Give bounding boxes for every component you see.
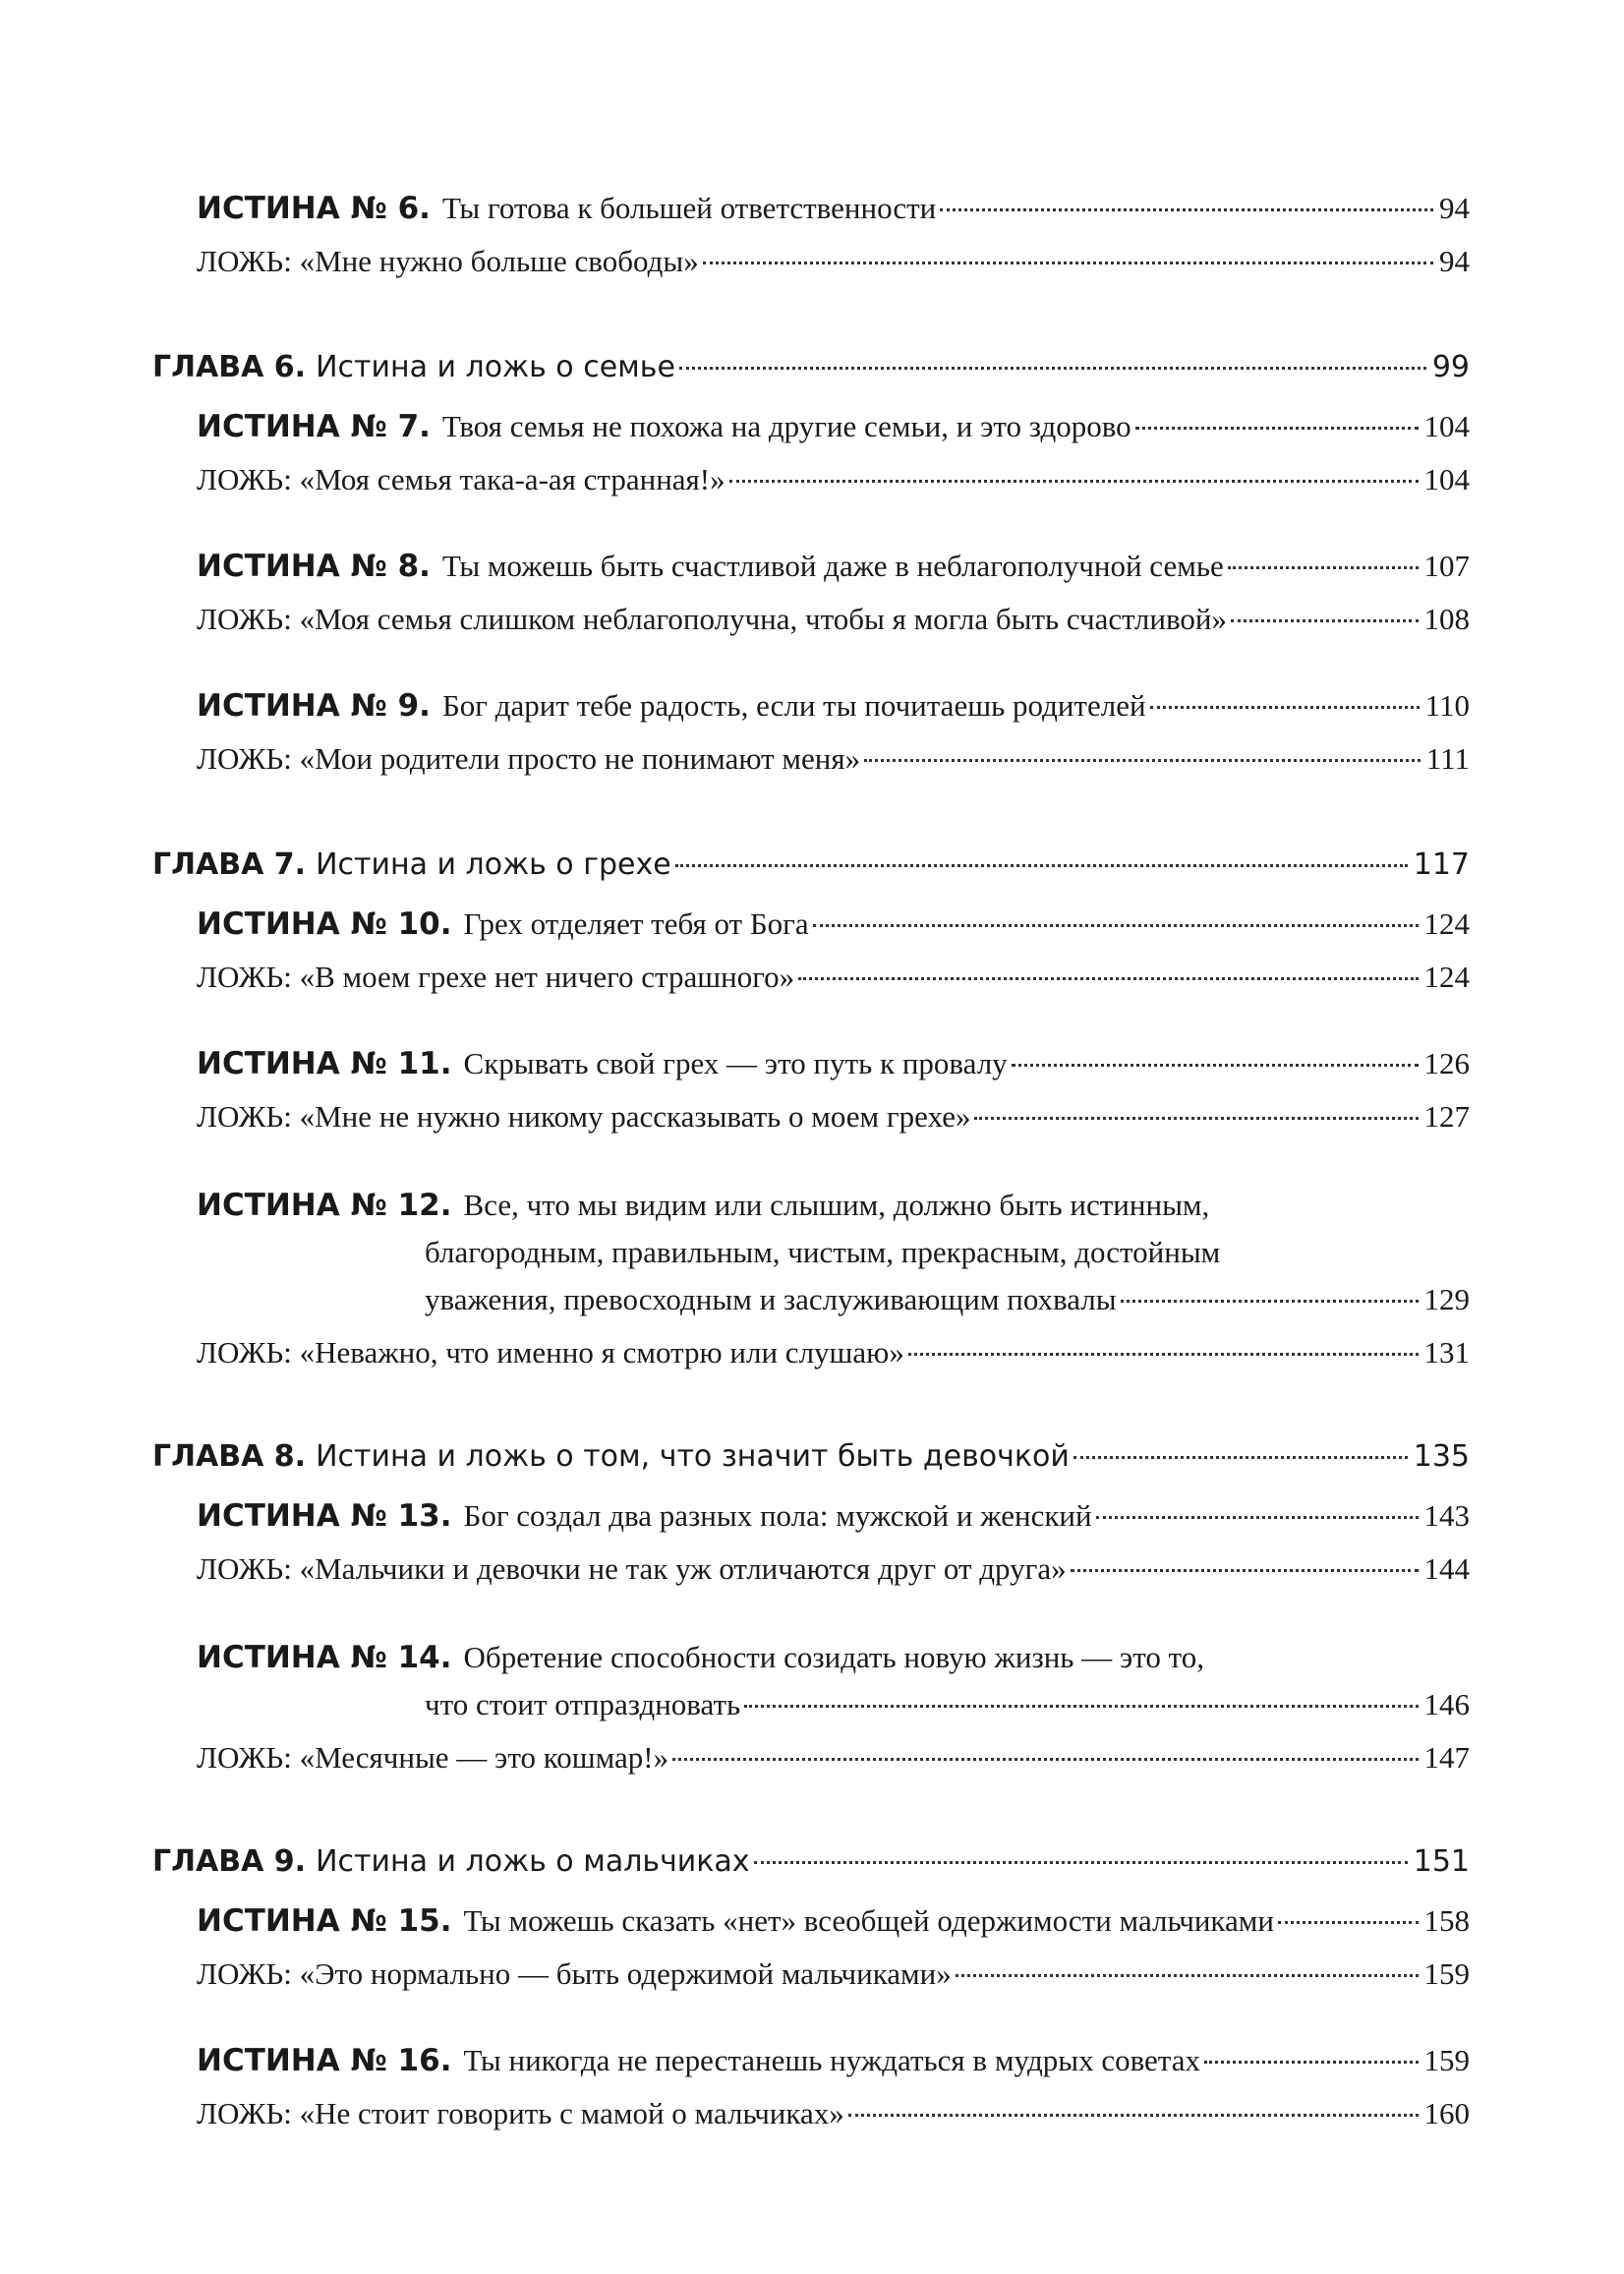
toc-truth-9 [197, 686, 1470, 726]
page-number: 104 [1423, 462, 1470, 496]
page-number: 127 [1423, 1099, 1470, 1134]
toc-lie-9 [197, 739, 1470, 779]
dot-leader [729, 480, 1419, 483]
dot-leader [798, 977, 1418, 980]
toc-lie-10 [197, 958, 1470, 997]
dot-leader [1278, 1921, 1419, 1924]
truth-label: ИСТИНА № 11. [197, 1046, 452, 1081]
entry-text: Скрывать свой грех — это путь к провалу [463, 1046, 1008, 1080]
toc-chapter-8 [152, 1437, 1470, 1477]
page-number: 151 [1413, 1844, 1470, 1879]
chapter-label: ГЛАВА 8. [152, 1439, 307, 1474]
entry-text: ЛОЖЬ: «Моя семья така-а-ая странная!» [197, 462, 725, 496]
entry-text: Обретение способности созидать новую жизнь — это то, [463, 1640, 1205, 1674]
entry-text: Все, что мы видим или слышим, должно быть истинным, [463, 1188, 1210, 1222]
page-number: 159 [1423, 1956, 1470, 1991]
page-number: 117 [1413, 847, 1470, 882]
toc-truth-16 [197, 2041, 1470, 2080]
toc-chapter-7 [152, 845, 1470, 885]
truth-label: ИСТИНА № 13. [197, 1498, 452, 1534]
page-number: 99 [1431, 350, 1470, 384]
toc-truth-7 [197, 407, 1470, 446]
entry-text: ЛОЖЬ: «Мальчики и девочки не так уж отличаются друг от друга» [197, 1551, 1067, 1586]
dot-leader [813, 924, 1419, 927]
truth-label: ИСТИНА № 6. [197, 191, 431, 226]
entry-text: ЛОЖЬ: «Мне нужно больше свободы» [197, 244, 699, 278]
dot-leader [1135, 427, 1419, 430]
entry-text: Истина и ложь о том, что значит быть девочкой [316, 1439, 1070, 1474]
page-number: 124 [1423, 906, 1470, 941]
toc-lie-13 [197, 1549, 1470, 1589]
entry-text: ЛОЖЬ: «Мои родители просто не понимают меня» [197, 741, 861, 776]
toc-truth-13 [197, 1496, 1470, 1536]
toc-lie-12 [197, 1333, 1470, 1372]
toc-truth-12-line-2 [425, 1233, 1470, 1272]
entry-text: Ты готова к большей ответственности [441, 191, 937, 225]
truth-label: ИСТИНА № 16. [197, 2043, 452, 2078]
page-number: 126 [1423, 1046, 1470, 1080]
truth-label: ИСТИНА № 8. [197, 549, 431, 584]
page-number: 129 [1423, 1282, 1470, 1316]
dot-leader [864, 759, 1421, 762]
toc-truth-14-line-2 [425, 1685, 1470, 1724]
chapter-label: ГЛАВА 6. [152, 350, 307, 384]
toc-truth-12-line-3 [425, 1280, 1470, 1319]
dot-leader [1071, 1569, 1419, 1572]
dot-leader [1231, 619, 1419, 622]
page-number: 110 [1424, 688, 1470, 723]
entry-text: Истина и ложь о грехе [316, 847, 671, 882]
page-number: 147 [1423, 1740, 1470, 1775]
toc-truth-12 [197, 1186, 1470, 1225]
entry-text: ЛОЖЬ: «Моя семья слишком неблагополучна, чтобы я могла быть счастливой» [197, 602, 1227, 636]
toc-truth-14 [197, 1638, 1470, 1677]
page-number: 131 [1423, 1335, 1470, 1370]
entry-text: благородным, правильным, чистым, прекрасным, достойным [425, 1235, 1221, 1269]
toc-lie-16 [197, 2094, 1470, 2133]
dot-leader [908, 1353, 1419, 1356]
entry-text: Истина и ложь о семье [316, 350, 675, 384]
entry-text: Твоя семья не похожа на другие семьи, и это здорово [441, 409, 1131, 443]
entry-text: Бог создал два разных пола: мужской и женский [463, 1498, 1092, 1533]
page-number: 135 [1413, 1439, 1470, 1474]
page-number: 108 [1423, 602, 1470, 636]
dot-leader [672, 1758, 1418, 1761]
entry-text: Бог дарит тебе радость, если ты почитаешь родителей [441, 688, 1146, 723]
entry-text: Ты никогда не перестанешь нуждаться в мудрых советах [463, 2043, 1200, 2077]
toc-lie-14 [197, 1738, 1470, 1778]
entry-text: ЛОЖЬ: «Не стоит говорить с мамой о мальчиках» [197, 2096, 844, 2130]
truth-label: ИСТИНА № 15. [197, 1903, 452, 1939]
truth-label: ИСТИНА № 12. [197, 1188, 452, 1223]
dot-leader [940, 208, 1433, 211]
page-number: 159 [1423, 2043, 1470, 2077]
toc-lie-8 [197, 600, 1470, 639]
dot-leader [1096, 1516, 1419, 1519]
entry-text: ЛОЖЬ: «Месячные — это кошмар!» [197, 1740, 669, 1775]
entry-text: ЛОЖЬ: «Это нормально — быть одержимой мальчиками» [197, 1956, 952, 1991]
dot-leader [1204, 2061, 1419, 2064]
toc-truth-6 [197, 189, 1470, 228]
toc-truth-10 [197, 904, 1470, 944]
dot-leader [703, 262, 1433, 264]
toc-lie-7 [197, 460, 1470, 499]
toc-lie-6 [197, 242, 1470, 281]
page-number: 124 [1423, 960, 1470, 994]
page-number: 158 [1423, 1903, 1470, 1938]
dot-leader [1150, 706, 1420, 709]
truth-label: ИСТИНА № 9. [197, 688, 431, 724]
truth-label: ИСТИНА № 7. [197, 409, 431, 444]
page-number: 94 [1439, 244, 1470, 278]
toc-chapter-9 [152, 1842, 1470, 1882]
dot-leader [956, 1974, 1419, 1977]
entry-text: Ты можешь сказать «нет» всеобщей одержимости мальчиками [463, 1903, 1274, 1938]
toc-truth-15 [197, 1901, 1470, 1941]
dot-leader [679, 367, 1426, 370]
page-number: 111 [1425, 741, 1470, 776]
entry-text: Истина и ложь о мальчиках [316, 1844, 750, 1879]
chapter-label: ГЛАВА 7. [152, 847, 307, 882]
entry-text: ЛОЖЬ: «Мне не нужно никому рассказывать о моем грехе» [197, 1099, 971, 1134]
toc-lie-11 [197, 1097, 1470, 1137]
dot-leader [848, 2114, 1419, 2117]
dot-leader [744, 1705, 1418, 1708]
entry-text: ЛОЖЬ: «Неважно, что именно я смотрю или слушаю» [197, 1335, 904, 1370]
page-number: 160 [1423, 2096, 1470, 2130]
dot-leader [1121, 1300, 1419, 1303]
toc-truth-11 [197, 1044, 1470, 1083]
dot-leader [754, 1861, 1408, 1864]
truth-label: ИСТИНА № 14. [197, 1640, 452, 1675]
dot-leader [1012, 1064, 1419, 1067]
toc-truth-8 [197, 547, 1470, 586]
entry-text: уважения, превосходным и заслуживающим похвалы [425, 1282, 1117, 1316]
page-number: 143 [1423, 1498, 1470, 1533]
dot-leader [974, 1117, 1418, 1120]
entry-text: Грех отделяет тебя от Бога [463, 906, 809, 941]
page-number: 144 [1423, 1551, 1470, 1586]
page-number: 104 [1423, 409, 1470, 443]
toc-chapter-6 [152, 348, 1470, 387]
page-number: 107 [1423, 549, 1470, 583]
entry-text: ЛОЖЬ: «В моем грехе нет ничего страшного» [197, 960, 795, 994]
toc-lie-15 [197, 1954, 1470, 1994]
dot-leader [1228, 566, 1419, 569]
chapter-label: ГЛАВА 9. [152, 1844, 307, 1879]
entry-text: Ты можешь быть счастливой даже в неблагополучной семье [441, 549, 1224, 583]
dot-leader [675, 864, 1408, 867]
page-number: 94 [1439, 191, 1470, 225]
page-number: 146 [1423, 1687, 1470, 1721]
entry-text: что стоит отпраздновать [425, 1687, 741, 1721]
truth-label: ИСТИНА № 10. [197, 906, 452, 942]
dot-leader [1073, 1456, 1408, 1459]
